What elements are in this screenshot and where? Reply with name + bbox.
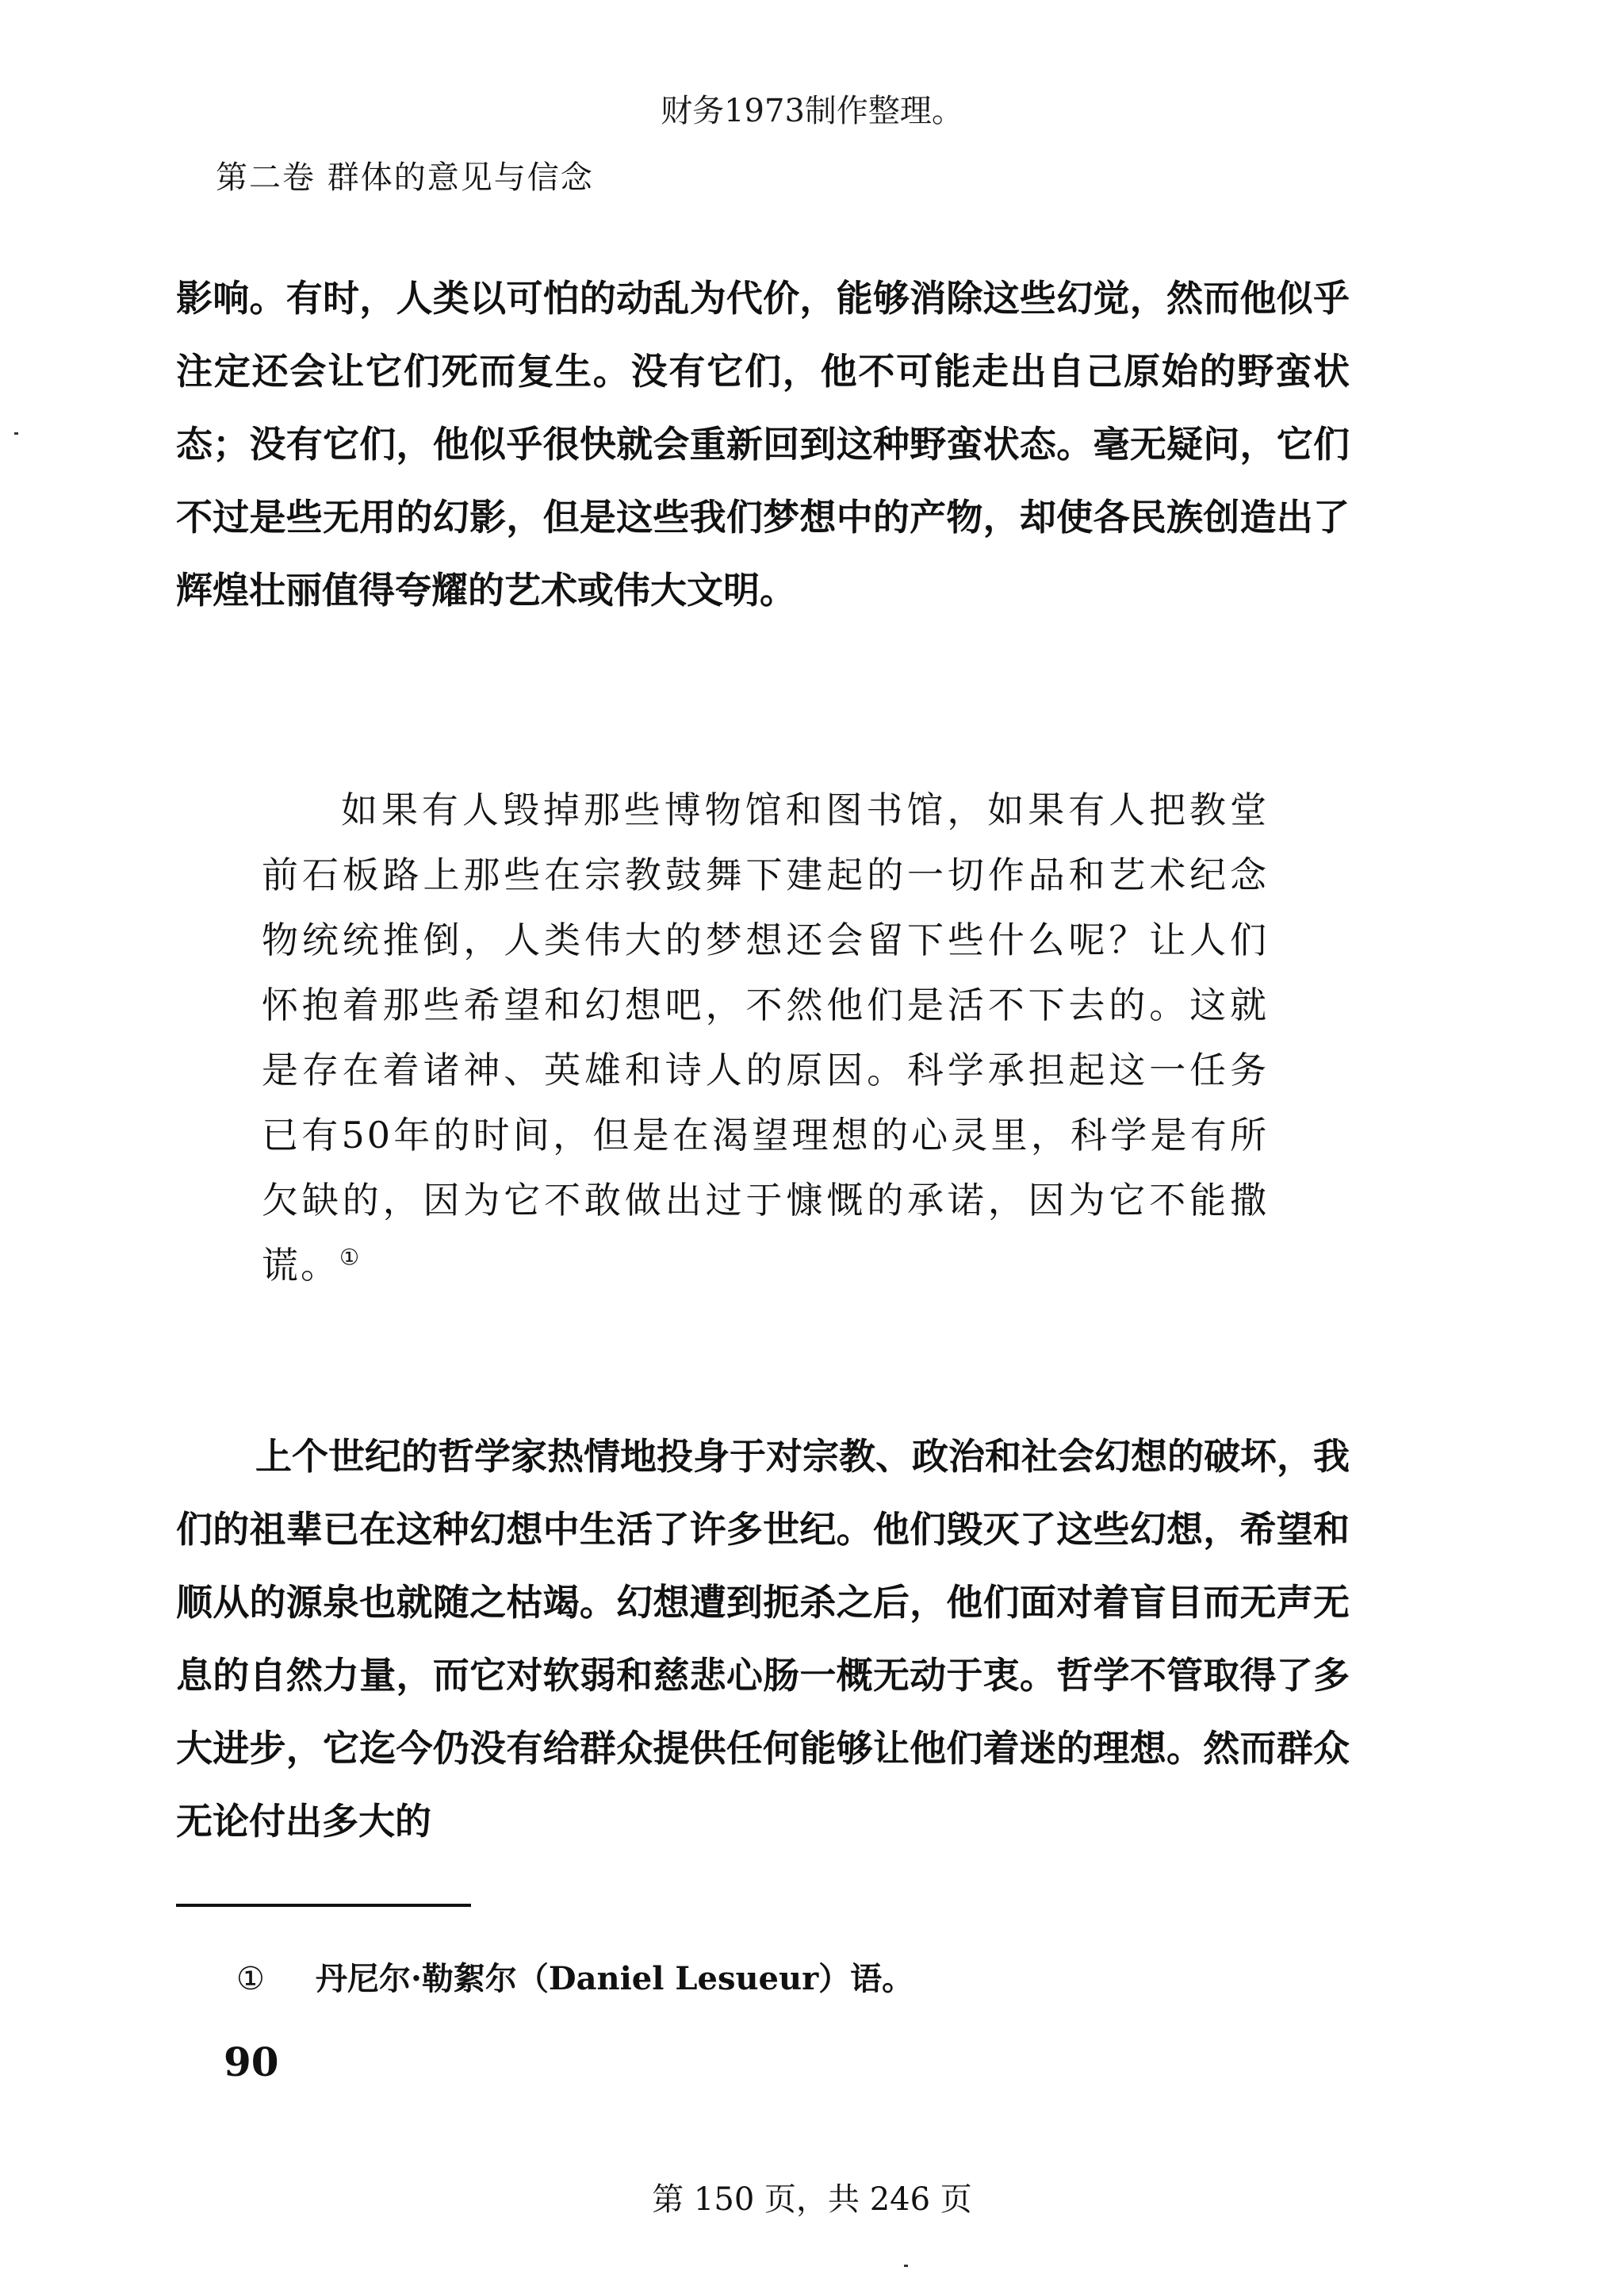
scan-speck <box>14 432 18 435</box>
footnote-reference: ① <box>339 1244 362 1271</box>
footnote-mark: ① <box>236 1961 265 1997</box>
body-paragraph-1: 影响。有时，人类以可怕的动乱为代价，能够消除这些幻觉，然而他似乎注定还会让它们死而复生。没有它们，他不可能走出自己原始的野蛮状态；没有它们，他似乎很快就会重新回到这种野蛮状态。毫无疑问，它们不过是些无用的幻影，但是这些我们梦想中的产物，却使各民族创造出了辉煌壮丽值得夸耀的艺术或伟大文明。 <box>176 277 1350 612</box>
scan-speck <box>904 2265 908 2267</box>
block-quote <box>262 777 1269 1298</box>
footnote-divider <box>176 1904 471 1907</box>
body-paragraph-2: 上个世纪的哲学家热情地投身于对宗教、政治和社会幻想的破坏，我们的祖辈已在这种幻想中生活了许多世纪。他们毁灭了这些幻想，希望和顺从的源泉也就随之枯竭。幻想遭到扼杀之后，他们面对着盲目而无声无息的自然力量，而它对软弱和慈悲心肠一概无动于衷。哲学不管取得了多大进步，它迄今仍没有给群众提供任何能够让他们着迷的理想。然而群众无论付出多大的 <box>176 1435 1350 1843</box>
page-counter: 第 150 页，共 246 页 <box>652 2181 972 2218</box>
footnote <box>236 1955 914 2003</box>
watermark-text: 财务1973制作整理。 <box>661 93 963 129</box>
footnote-text: 丹尼尔·勒絮尔（Daniel Lesueur）语。 <box>316 1960 914 1997</box>
block-quote-text: 如果有人毁掉那些博物馆和图书馆，如果有人把教堂前石板路上那些在宗教鼓舞下建起的一切作品和艺术纪念物统统推倒，人类伟大的梦想还会留下些什么呢？让人们怀抱着那些希望和幻想吧，不然他们是活不下去的。这就是存在着诸神、英雄和诗人的原因。科学承担起这一任务已有50年的时间，但是在渴望理想的心灵里，科学是有所欠缺的，因为它不敢做出过于慷慨的承诺，因为它不能撒谎。 <box>262 788 1269 1287</box>
page-number: 90 <box>224 2039 279 2085</box>
running-head: 第二卷 群体的意见与信念 <box>216 159 594 196</box>
